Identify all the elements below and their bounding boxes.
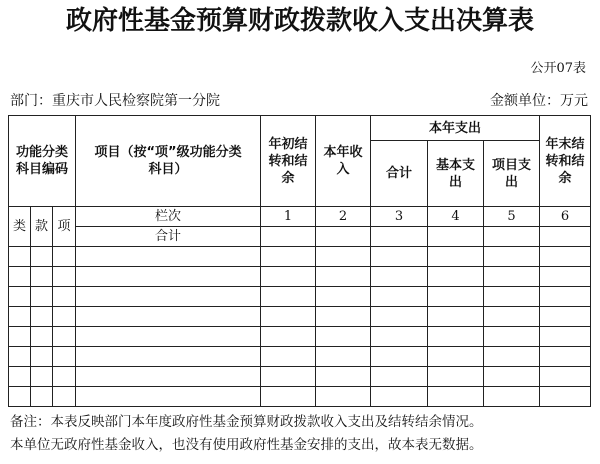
func-code-header: 功能分类科目编码	[9, 116, 76, 207]
table-cell	[76, 387, 261, 407]
column-row-label: 栏次	[76, 207, 261, 227]
table-cell	[316, 367, 371, 387]
table-cell	[316, 227, 371, 247]
table-row	[9, 307, 591, 327]
total-row-label: 合计	[76, 227, 261, 247]
table-cell	[76, 247, 261, 267]
table-cell	[484, 227, 540, 247]
table-cell	[316, 387, 371, 407]
table-cell	[371, 287, 428, 307]
table-cell	[484, 287, 540, 307]
table-cell	[484, 247, 540, 267]
table-row	[9, 267, 591, 287]
table-cell	[9, 367, 31, 387]
basic-expense-header: 基本支出	[428, 141, 484, 207]
column-number: 2	[316, 207, 371, 227]
table-cell	[76, 307, 261, 327]
table-cell	[371, 267, 428, 287]
table-row	[9, 367, 591, 387]
table-cell	[428, 367, 484, 387]
table-cell	[9, 287, 31, 307]
table-cell	[540, 347, 591, 367]
table-cell	[9, 387, 31, 407]
xiang-header: 项	[53, 207, 76, 247]
table-cell	[316, 267, 371, 287]
table-cell	[371, 327, 428, 347]
table-cell	[53, 287, 76, 307]
note-line-1: 备注：本表反映部门本年度政府性基金预算财政拨款收入支出及结转结余情况。	[10, 414, 483, 430]
table-cell	[371, 387, 428, 407]
table-cell	[53, 327, 76, 347]
table-row	[9, 327, 591, 347]
table-cell	[371, 307, 428, 327]
table-cell	[9, 327, 31, 347]
table-cell	[261, 247, 316, 267]
table-cell	[371, 247, 428, 267]
department-label: 部门：重庆市人民检察院第一分院	[10, 93, 220, 109]
table-cell	[316, 347, 371, 367]
table-cell	[540, 267, 591, 287]
table-cell	[261, 327, 316, 347]
table-cell	[484, 327, 540, 347]
table-cell	[484, 307, 540, 327]
table-cell	[316, 287, 371, 307]
table-cell	[31, 327, 53, 347]
begin-balance-header: 年初结转和结余	[261, 116, 316, 207]
table-cell	[53, 367, 76, 387]
fund-budget-table	[8, 115, 591, 407]
table-cell	[428, 387, 484, 407]
column-number: 1	[261, 207, 316, 227]
table-cell	[261, 307, 316, 327]
table-row	[9, 347, 591, 367]
column-number: 5	[484, 207, 540, 227]
table-cell	[540, 287, 591, 307]
table-row	[9, 247, 591, 267]
table-cell	[540, 307, 591, 327]
table-cell	[484, 367, 540, 387]
table-cell	[53, 347, 76, 367]
table-cell	[484, 267, 540, 287]
table-cell	[316, 327, 371, 347]
table-cell	[31, 247, 53, 267]
table-cell	[371, 367, 428, 387]
table-row	[9, 387, 591, 407]
table-cell	[428, 307, 484, 327]
table-cell	[540, 327, 591, 347]
table-cell	[371, 347, 428, 367]
table-cell	[76, 267, 261, 287]
table-cell	[261, 227, 316, 247]
table-cell	[53, 267, 76, 287]
table-cell	[31, 367, 53, 387]
table-cell	[261, 287, 316, 307]
table-cell	[31, 347, 53, 367]
table-cell	[31, 387, 53, 407]
end-balance-header: 年末结转和结余	[540, 116, 591, 207]
project-expense-header: 项目支出	[484, 141, 540, 207]
table-cell	[484, 347, 540, 367]
form-number: 公开07表	[530, 61, 586, 76]
table-cell	[261, 267, 316, 287]
table-cell	[76, 287, 261, 307]
expense-group-header: 本年支出	[371, 116, 540, 141]
table-cell	[31, 287, 53, 307]
table-cell	[484, 387, 540, 407]
column-number: 6	[540, 207, 591, 227]
table-cell	[9, 267, 31, 287]
table-cell	[540, 387, 591, 407]
amount-unit-label: 金额单位：万元	[490, 93, 588, 109]
column-number: 4	[428, 207, 484, 227]
table-cell	[76, 367, 261, 387]
table-cell	[261, 367, 316, 387]
table-cell	[371, 227, 428, 247]
table-cell	[76, 327, 261, 347]
table-cell	[540, 247, 591, 267]
table-cell	[428, 227, 484, 247]
table-cell	[53, 307, 76, 327]
table-row	[9, 287, 591, 307]
table-cell	[316, 307, 371, 327]
table-cell	[428, 247, 484, 267]
table-cell	[428, 327, 484, 347]
total-expense-header: 合计	[371, 141, 428, 207]
table-cell	[316, 247, 371, 267]
table-cell	[76, 347, 261, 367]
note-line-2: 本单位无政府性基金收入，也没有使用政府性基金安排的支出，故本表无数据。	[10, 437, 483, 453]
empty-rows	[9, 247, 591, 407]
kuan-header: 款	[31, 207, 53, 247]
table-cell	[9, 347, 31, 367]
column-number: 3	[371, 207, 428, 227]
table-cell	[9, 247, 31, 267]
table-cell	[261, 347, 316, 367]
table-cell	[53, 247, 76, 267]
table-cell	[31, 307, 53, 327]
table-cell	[31, 267, 53, 287]
table-cell	[428, 347, 484, 367]
lei-header: 类	[9, 207, 31, 247]
table-cell	[261, 387, 316, 407]
table-cell	[540, 367, 591, 387]
table-cell	[428, 267, 484, 287]
table-cell	[428, 287, 484, 307]
item-header: 项目（按“项”级功能分类科目）	[76, 116, 261, 207]
table-cell	[9, 307, 31, 327]
table-cell	[540, 227, 591, 247]
income-header: 本年收入	[316, 116, 371, 207]
report-title: 政府性基金预算财政拨款收入支出决算表	[65, 6, 534, 36]
table-cell	[53, 387, 76, 407]
